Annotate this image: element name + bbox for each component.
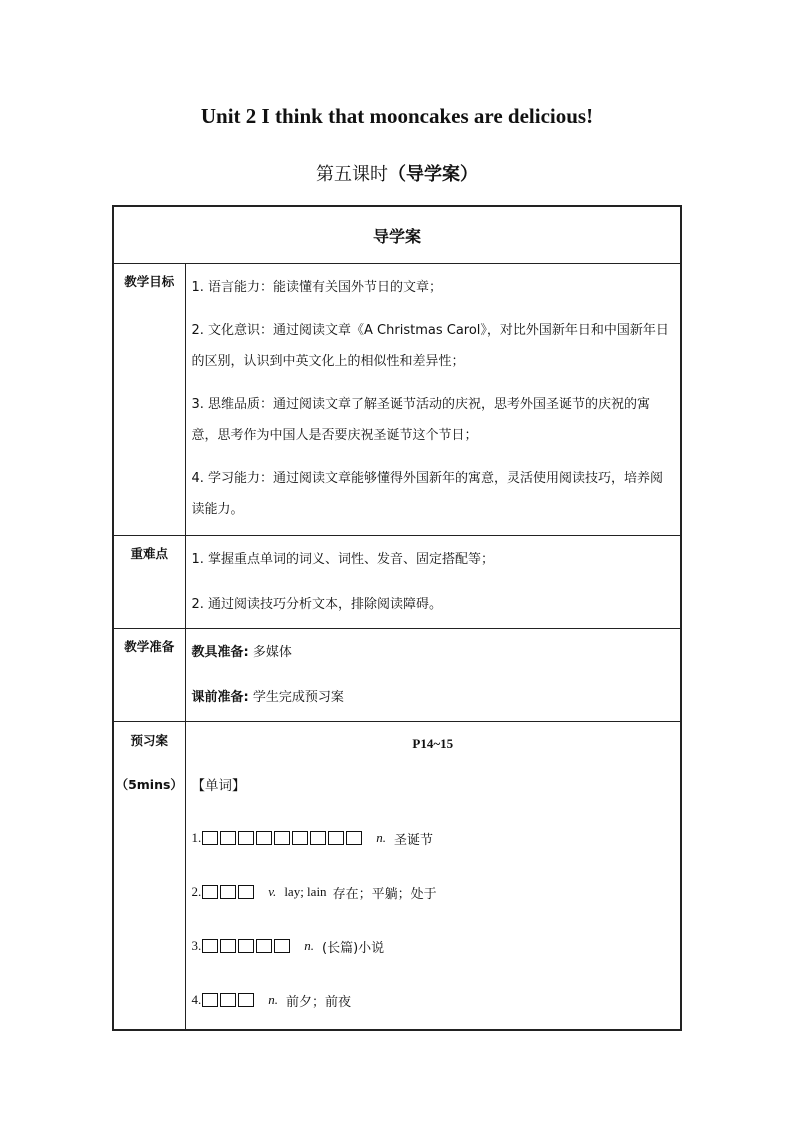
letter-blank[interactable] [220,993,236,1007]
vocab-blank-boxes[interactable] [202,885,254,899]
teacher-prep [192,637,675,668]
key-difficult-row [113,536,681,629]
preparation-row [113,629,681,722]
vocab-number: 3. [191,938,202,953]
objective-item: 1. 语言能力：能读懂有关国外节日的文章； [191,280,443,295]
vocab-item [192,990,675,1010]
letter-blank[interactable] [292,831,308,845]
letter-blank[interactable] [220,939,236,953]
vocab-part-of-speech: v. [268,884,277,899]
preview-content [185,722,681,1030]
vocab-meaning: 存在；平躺；处于 [332,886,437,902]
preview-duration: （5mins） [115,777,183,792]
lesson-plan-table [112,205,682,1031]
vocab-number: 1. [191,830,202,845]
vocab-meaning: 前夕；前夜 [286,994,352,1010]
vocab-item [192,882,675,902]
letter-blank[interactable] [310,831,326,845]
preparation-content [185,629,681,722]
key-difficult-item: 1. 掌握重点单词的词义、词性、发音、固定搭配等； [191,552,495,567]
preview-row [113,722,681,1030]
letter-blank[interactable] [238,831,254,845]
vocab-blank-boxes[interactable] [202,939,290,953]
letter-blank[interactable] [274,831,290,845]
letter-blank[interactable] [256,831,272,845]
vocab-blank-boxes[interactable] [202,831,362,845]
letter-blank[interactable] [256,939,272,953]
table-heading-row [113,206,681,264]
teacher-prep-label: 教具准备: [191,645,249,660]
letter-blank[interactable] [238,993,254,1007]
vocab-part-of-speech: n. [268,992,278,1007]
objectives-label: 教学目标 [113,264,185,536]
key-difficult-item: 2. 通过阅读技巧分析文本，排除阅读障碍。 [191,597,443,612]
vocab-number: 4. [191,992,202,1007]
table-heading: 导学案 [113,206,681,264]
pre-class-prep-label: 课前准备: [191,690,249,705]
pre-class-prep-value: 学生完成预习案 [248,690,344,705]
letter-blank[interactable] [220,885,236,899]
letter-blank[interactable] [220,831,236,845]
letter-blank[interactable] [238,885,254,899]
letter-blank[interactable] [238,939,254,953]
vocab-meaning: 圣诞节 [394,832,434,848]
letter-blank[interactable] [328,831,344,845]
key-difficult-label: 重难点 [113,536,185,629]
objective-item: 3. 思维品质：通过阅读文章了解圣诞节活动的庆祝，思考外国圣诞节的庆祝的寓意，思考作为中国人是否要庆祝圣诞节这个节日； [191,397,651,443]
objectives-row [113,264,681,536]
pre-class-prep [192,682,675,713]
document-title: Unit 2 I think that mooncakes are delicious! [200,104,594,128]
subtitle-lesson: 第五课时 [316,164,388,185]
preview-label-cell [113,722,185,1030]
letter-blank[interactable] [274,939,290,953]
vocab-blank-boxes[interactable] [202,993,254,1007]
vocab-part-of-speech: n. [304,938,314,953]
preparation-label: 教学准备 [113,629,185,722]
word-section-heading: 【单词】 [191,778,246,794]
letter-blank[interactable] [346,831,362,845]
vocab-forms: lay; lain [284,884,327,899]
vocab-item [192,828,675,848]
word-list [192,828,675,1010]
preview-label: 预习案 [130,733,168,748]
objectives-content [185,264,681,536]
document-subtitle [0,160,794,186]
subtitle-type: （导学案） [388,164,478,185]
objective-item: 2. 文化意识：通过阅读文章《A Christmas Carol》，对比外国新年日和中国新年日的区别，认识到中英文化上的相似性和差异性； [191,323,669,369]
teacher-prep-value: 多媒体 [248,645,292,660]
key-difficult-content [185,536,681,629]
letter-blank[interactable] [202,939,218,953]
vocab-part-of-speech: n. [376,830,386,845]
vocab-number: 2. [191,884,202,899]
preview-pages: P14~15 [412,736,454,751]
vocab-item [192,936,675,956]
letter-blank[interactable] [202,831,218,845]
letter-blank[interactable] [202,993,218,1007]
letter-blank[interactable] [202,885,218,899]
objective-item: 4. 学习能力：通过阅读文章能够懂得外国新年的寓意，灵活使用阅读技巧，培养阅读能力。 [191,471,664,517]
vocab-meaning: (长篇)小说 [322,940,385,956]
